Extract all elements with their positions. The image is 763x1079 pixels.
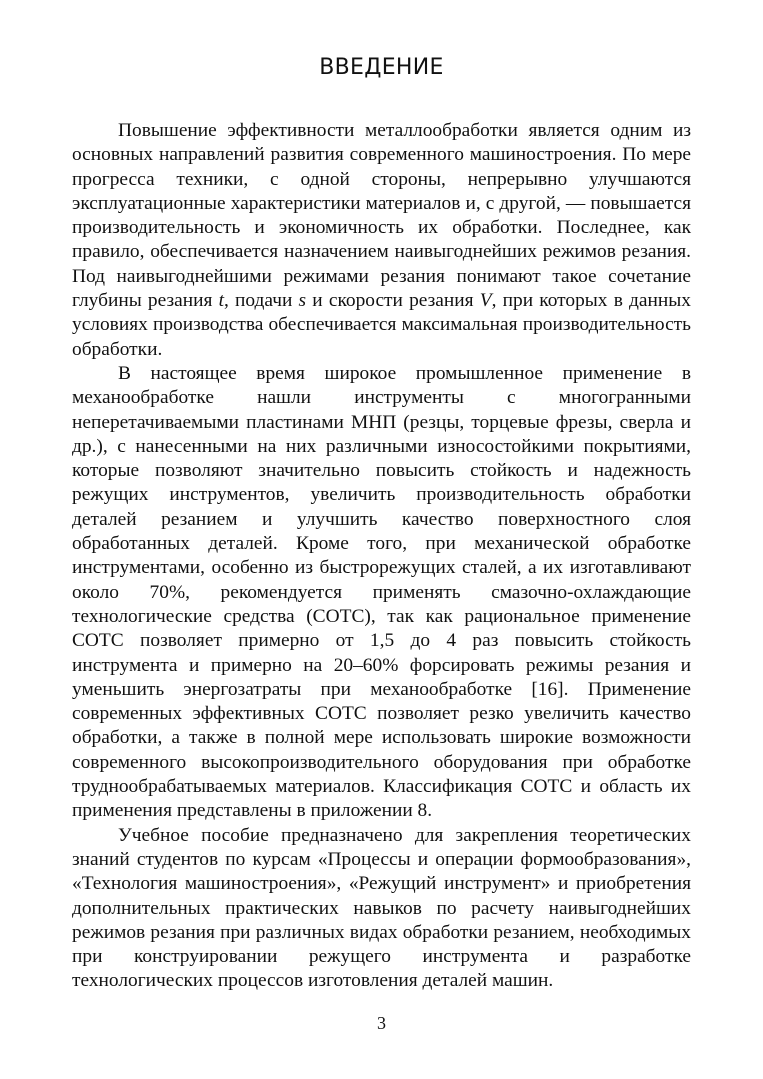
paragraph-2: В настоящее время широкое промышленное применение в механообработке нашли инструменты с многогранными неперетачиваемыми пластинами МНП (резцы, торцевые фрезы, сверла и др.), с нанесенными на них различными износостойкими покрытиями, которые позволяют значительно повысить стойкость и надежность режущих инструментов, увеличить производительность обработки деталей резанием и улучшить качество поверхностного слоя обработанных деталей. Кроме того, при механической обработке инструментами, особенно из быстрорежущих сталей, а их изготавливают около 70%, рекомендуется применять смазочно-охлаждающие технологические средства (СОТС), так как рациональное применение СОТС позволяет примерно от 1,5 до 4 раз повысить стойкость инструмента и примерно на 20–60% форсировать режимы резания и уменьшить энергозатраты при механообработке [16]. Применение современных эффективных СОТС позволяет резко увеличить качество обработки, а также в полной мере использовать широкие возможности современного высокопроизводительного оборудования при обработке труднообрабатываемых материалов. Классификация СОТС и область их применения представлены в приложении 8. (72, 362, 691, 822)
paragraph-1-part-1: Повышение эффективности металлообработки является одним из основных направлений развития современного машиностроения. По мере прогресса техники, с одной стороны, непрерывно улучшаются эксплуатационные характеристики материалов и, с другой, — повышается производительность и экономичность их обработки. Последнее, как правило, обеспечивается назначением наивыгоднейших режимов резания. Под наивыгоднейшими режимами резания понимают такое сочетание глубины резания (72, 120, 691, 312)
page-title: ВВЕДЕНИЕ (319, 55, 444, 80)
depth-variable: t (218, 290, 224, 312)
document-page (72, 0, 691, 1079)
paragraph-3: Учебное пособие предназначено для закрепления теоретических знаний студентов по курсам «Процессы и операции формообразования», «Технология машиностроения», «Режущий инструмент» и приобретения дополнительных практических навыков по расчету наивыгоднейших режимов резания при различных видах обработки резанием, необходимых при конструировании режущего инструмента и разработке технологических процессов изготовления деталей машин. (72, 824, 691, 992)
speed-variable: V (479, 290, 492, 312)
paragraph-1 (72, 119, 691, 362)
paragraph-1-part-3: и скорости резания (306, 290, 480, 312)
body-text (72, 119, 691, 994)
page-number: 3 (377, 1013, 386, 1033)
paragraph-1-part-2: , подачи (223, 290, 299, 312)
feed-variable: s (298, 290, 307, 312)
paragraph-1-part-4: , при которых в данных условиях производства обеспечивается максимальная производительность обработки. (72, 290, 691, 360)
